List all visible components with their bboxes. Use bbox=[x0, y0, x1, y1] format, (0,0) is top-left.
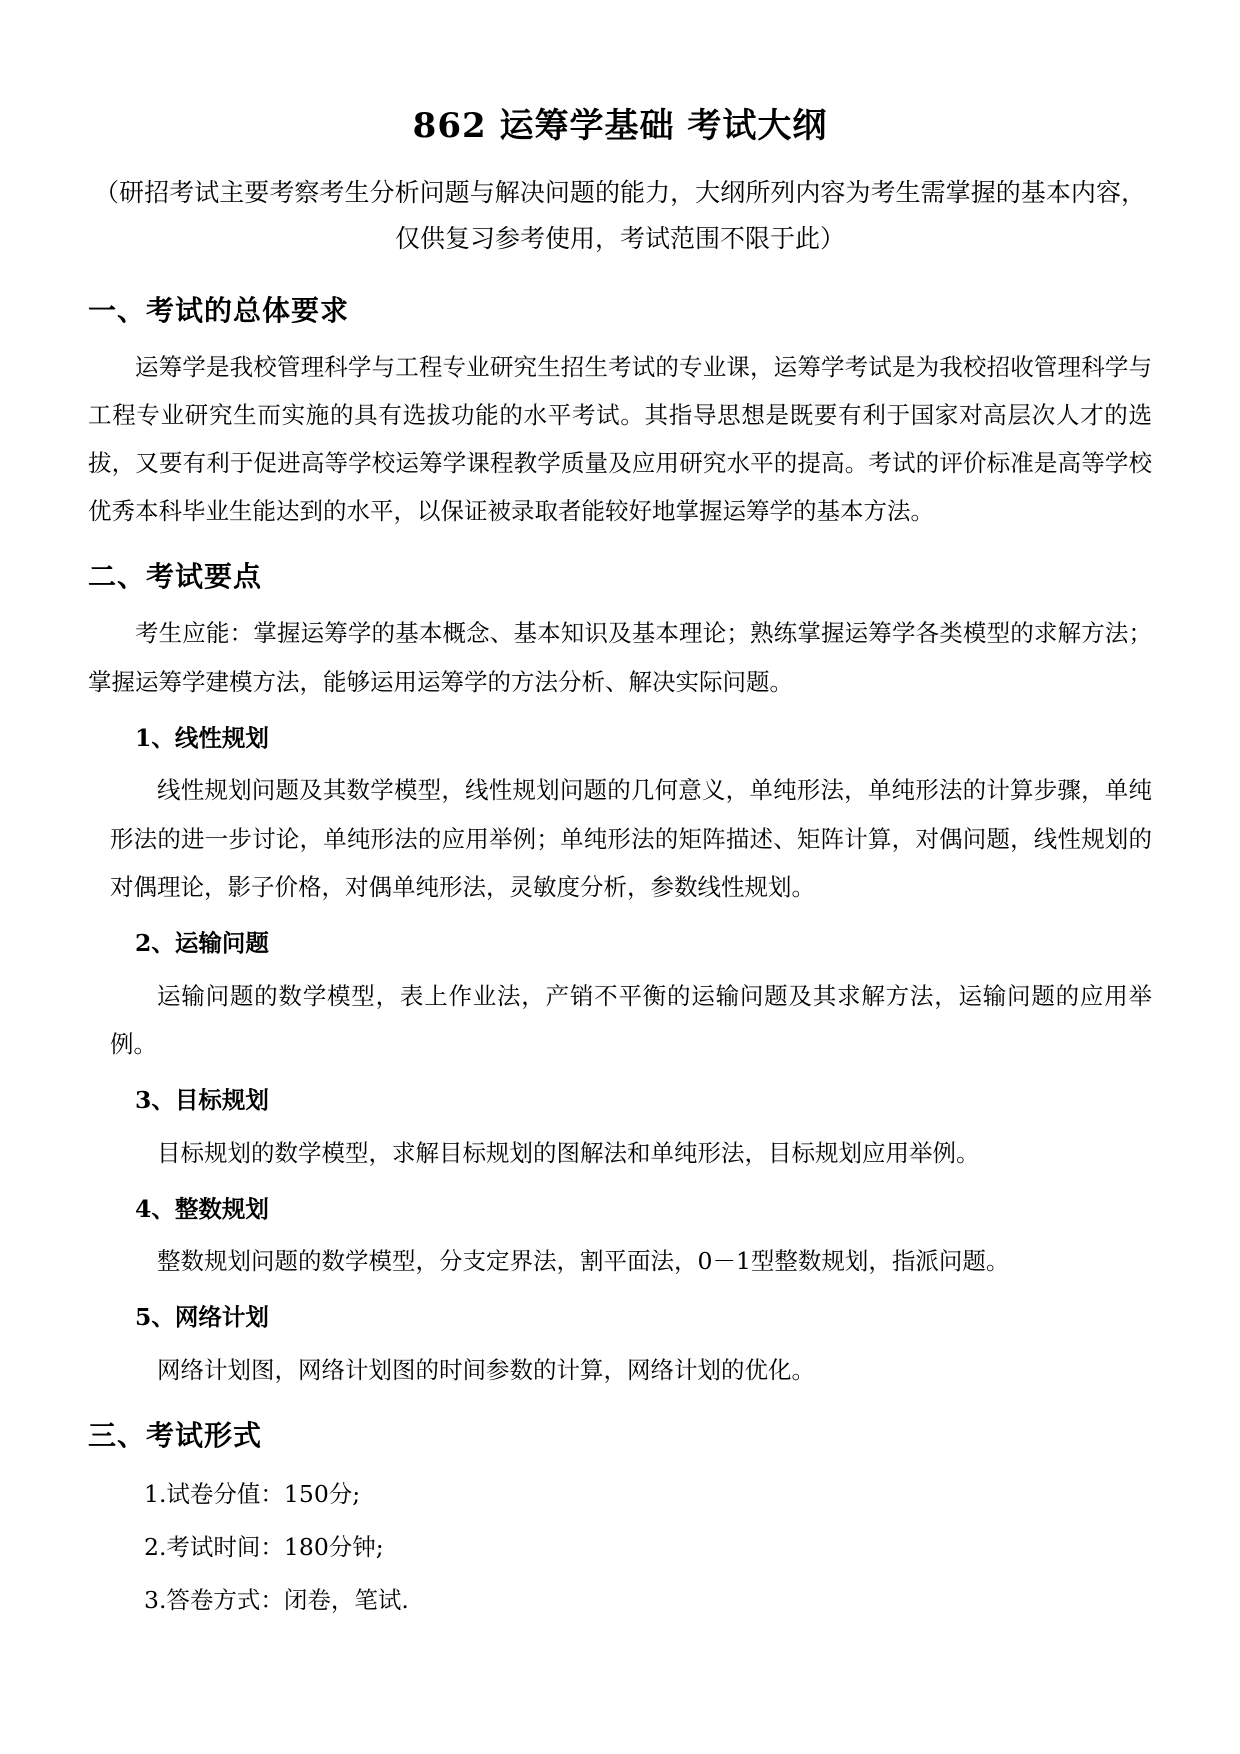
subsection-body-goal-programming: 目标规划的数学模型，求解目标规划的图解法和单纯形法，目标规划应用举例。 bbox=[157, 1138, 980, 1167]
section-exam-format bbox=[88, 1414, 1152, 1627]
subsection-body-network-planning: 网络计划图，网络计划图的时间参数的计算，网络计划的优化。 bbox=[157, 1356, 815, 1385]
section-2-paragraph: 考生应能：掌握运筹学的基本概念、基本知识及基本理论；熟练掌握运筹学各类模型的求解方法；掌握运筹学建模方法，能够运用运筹学的方法分析、解决实际问题。 bbox=[88, 619, 1152, 696]
section-heading-1: 一、考试的总体要求 bbox=[88, 293, 350, 327]
exam-format-item-duration: 2.考试时间：180分钟; bbox=[144, 1533, 384, 1562]
exam-format-item-method: 3.答卷方式：闭卷，笔试. bbox=[144, 1586, 409, 1615]
subsection-heading-transportation-problem: 2、运输问题 bbox=[135, 928, 269, 957]
exam-format-item-score: 1.试卷分值：150分; bbox=[144, 1480, 361, 1509]
page-title: 862 运筹学基础 考试大纲 bbox=[412, 106, 828, 146]
subsection-heading-linear-programming: 1、线性规划 bbox=[135, 723, 269, 752]
subsection-heading-integer-programming: 4、整数规划 bbox=[135, 1194, 269, 1223]
section-heading-3: 三、考试形式 bbox=[88, 1419, 263, 1453]
subsection-body-integer-programming: 整数规划问题的数学模型，分支定界法，割平面法，0－1型整数规划，指派问题。 bbox=[157, 1247, 1010, 1276]
section-exam-points bbox=[88, 555, 1152, 1394]
section-overall-requirements bbox=[88, 289, 1152, 536]
document-subtitle: （研招考试主要考察考生分析问题与解决问题的能力，大纲所列内容为考生需掌握的基本内容，仅供复习参考使用，考试范围不限于此） bbox=[94, 178, 1146, 254]
subsection-heading-network-planning: 5、网络计划 bbox=[135, 1303, 269, 1332]
subsection-body-linear-programming: 线性规划问题及其数学模型，线性规划问题的几何意义，单纯形法，单纯形法的计算步骤，单纯形法的进一步讨论，单纯形法的应用举例；单纯形法的矩阵描述、矩阵计算，对偶问题，线性规划的对偶理论，影子价格，对偶单纯形法，灵敏度分析，参数线性规划。 bbox=[110, 776, 1152, 901]
section-heading-2: 二、考试要点 bbox=[88, 560, 263, 594]
subsection-body-transportation-problem: 运输问题的数学模型，表上作业法，产销不平衡的运输问题及其求解方法，运输问题的应用举例。 bbox=[110, 981, 1152, 1058]
section-1-paragraph: 运筹学是我校管理科学与工程专业研究生招生考试的专业课，运筹学考试是为我校招收管理科学与工程专业研究生而实施的具有选拔功能的水平考试。其指导思想是既要有利于国家对高层次人才的选拔，又要有利于促进高等学校运筹学课程教学质量及应用研究水平的提高。考试的评价标准是高等学校优秀本科毕业生能达到的水平，以保证被录取者能较好地掌握运筹学的基本方法。 bbox=[88, 352, 1152, 526]
subsection-heading-goal-programming: 3、目标规划 bbox=[135, 1085, 269, 1114]
